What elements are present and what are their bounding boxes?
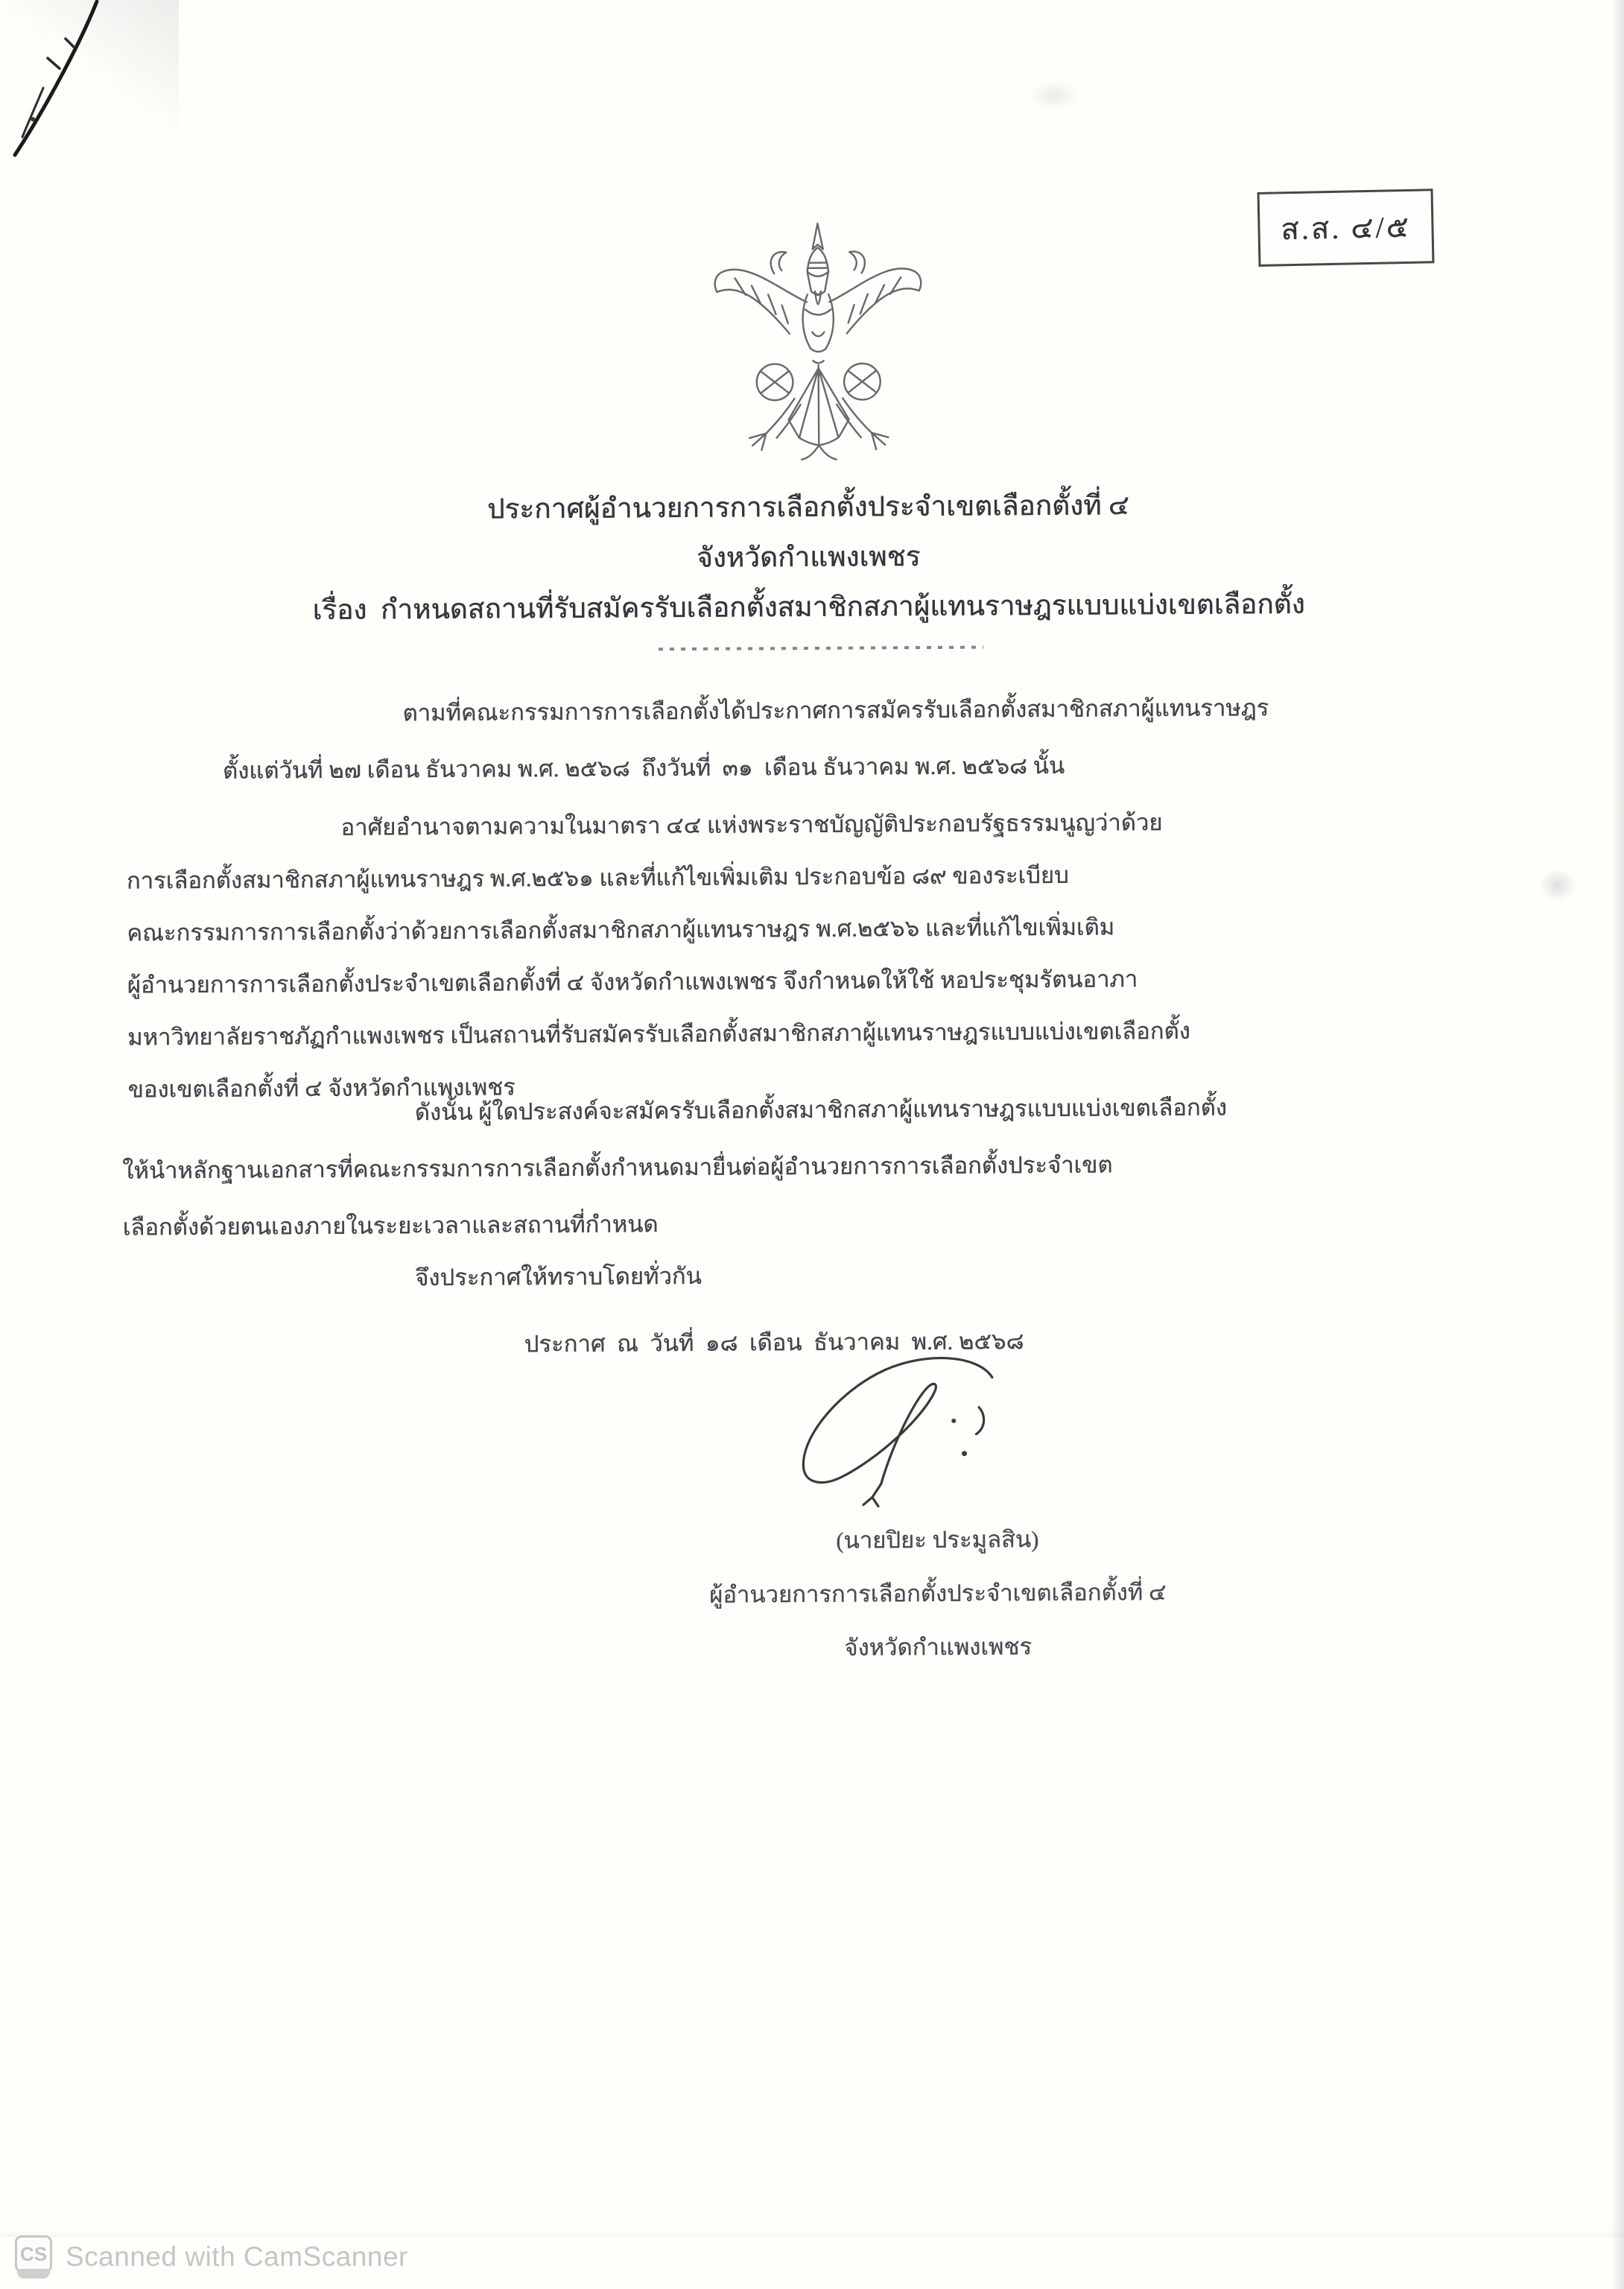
paragraph-1 [222,680,1269,800]
title-line-1: ประกาศผู้อำนวยการการเลือกตั้งประจำเขตเลือกตั้งที่ ๔ [486,490,1129,525]
paragraph-3 [122,1080,1228,1256]
paragraph-2-line: ของเขตเลือกตั้งที่ ๔ จังหวัดกำแพงเพชร [127,1074,516,1103]
stamp-box [1257,189,1435,267]
paragraph-2-line: มหาวิทยาลัยราชภัฏกำแพงเพชร เป็นสถานที่รับสมัครรับเลือกตั้งสมาชิกสภาผู้แทนราษฎรแบบแบ่งเขตเลือกตั้ง [127,1017,1190,1051]
camscanner-credit-text: Scanned with CamScanner [66,2241,408,2272]
garuda-emblem-icon [703,217,933,475]
paragraph-2-line: คณะกรรมการการเลือกตั้งว่าด้วยการเลือกตั้งสมาชิกสภาผู้แทนราษฎร พ.ศ.๒๕๖๖ และที่แก้ไขเพิ่มเติม [127,914,1115,946]
paragraph-2-line: อาศัยอำนาจตามความในมาตรา ๔๔ แห่งพระราชบัญญัติประกอบรัฐธรรมนูญว่าด้วย [340,809,1163,840]
stamp-label: ส.ส. ๔/๕ [1280,209,1412,247]
camscanner-logo-tab [17,2269,50,2279]
paragraph-2-line: การเลือกตั้งสมาชิกสภาผู้แทนราษฎร พ.ศ.๒๕๖๑ และที่แก้ไขเพิ่มเติม ประกอบข้อ ๘๙ ของระเบียบ [126,861,1069,894]
paragraph-1-line: ตั้งแต่วันที่ ๒๗ เดือน ธันวาคม พ.ศ. ๒๕๖๘ ถึงวันที่ ๓๑ เดือน ธันวาคม พ.ศ. ๒๕๖๘ นั้น [222,752,1065,784]
paragraph-3-line: ให้นำหลักฐานเอกสารที่คณะกรรมการการเลือกตั้งกำหนดมายื่นต่อผู้อำนวยการการเลือกตั้งประจำเขต [122,1151,1113,1184]
camscanner-logo-icon [15,2235,54,2279]
document-title-block [0,478,1621,637]
announcement-date-line: ประกาศ ณ วันที่ ๑๘ เดือน ธันวาคม พ.ศ. ๒๕๖๘ [524,1328,1024,1358]
camscanner-watermark [15,2235,408,2279]
paragraph-3-line: ดังนั้น ผู้ใดประสงค์จะสมัครรับเลือกตั้งสมาชิกสภาผู้แทนราษฎรแบบแบ่งเขตเลือกตั้ง [414,1094,1227,1126]
title-line-2: จังหวัดกำแพงเพชร [696,542,921,574]
dotted-divider [659,646,983,651]
paragraph-3-line: เลือกตั้งด้วยตนเองภายในระยะเวลาและสถานที่กำหนด [122,1211,659,1241]
signer-name: (นายปิยะ ประมูลสิน) [836,1526,1039,1554]
paragraph-2-line: ผู้อำนวยการการเลือกตั้งประจำเขตเลือกตั้งที่ ๔ จังหวัดกำแพงเพชร จึงกำหนดให้ใช้ หอประชุมรัตนอาภา [127,966,1138,998]
closing-line: จึงประกาศให้ทราบโดยทั่วกัน [414,1262,702,1291]
signature-block [639,1512,1236,1677]
page-edge-shadow [1611,0,1624,2289]
paragraph-1-line: ตามที่คณะกรรมการการเลือกตั้งได้ประกาศการสมัครรับเลือกตั้งสมาชิกสภาผู้แทนราษฎร [402,694,1269,726]
paragraph-2 [126,797,1190,1116]
signer-position-line-2: จังหวัดกำแพงเพชร [844,1633,1033,1661]
signature-icon [769,1349,1038,1510]
camscanner-logo-letters: CS [15,2235,52,2273]
subject-line: เรื่อง กำหนดสถานที่รับสมัครรับเลือกตั้งสมาชิกสภาผู้แทนราษฎรแบบแบ่งเขตเลือกตั้ง [312,589,1305,627]
signer-position-line-1: ผู้อำนวยการการเลือกตั้งประจำเขตเลือกตั้งที่ ๔ [708,1579,1167,1608]
